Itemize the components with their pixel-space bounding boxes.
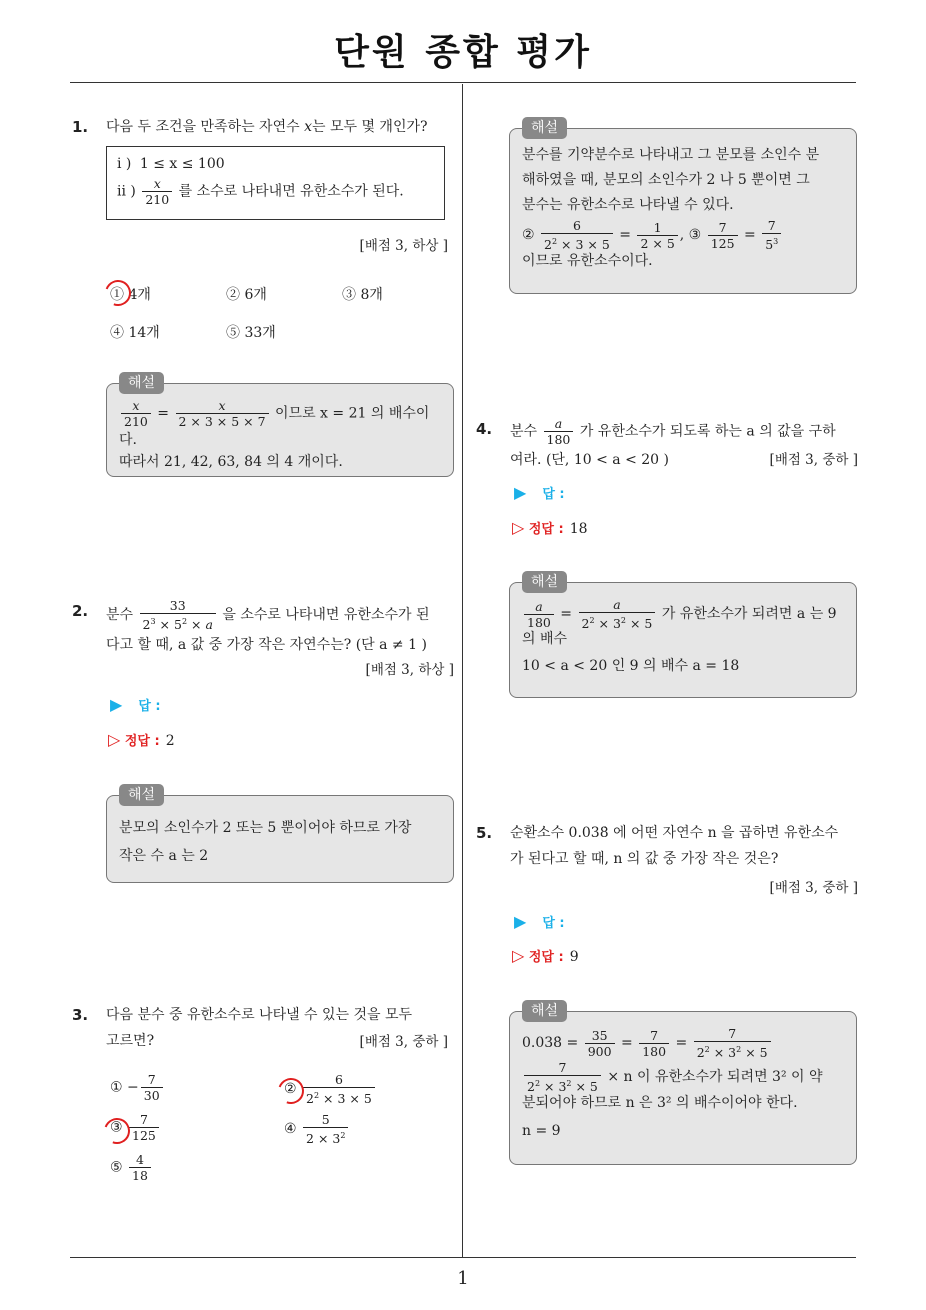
q3-expl-l1: 분수를 기약분수로 나타내고 그 분모를 소인수 분 [522, 147, 820, 163]
q2-number: 2. [72, 602, 89, 620]
q3-explanation-tag: 해설 [522, 117, 567, 139]
q1-number: 1. [72, 118, 89, 136]
q1-cond1-label: i ) [117, 156, 132, 172]
q1-choice-4[interactable] [110, 322, 160, 342]
q4-t2: 가 유한소수가 되도록 하는 a 의 값을 구하 [579, 423, 836, 440]
q5-key-value: 9 [569, 949, 579, 965]
play-icon: ▶ [514, 483, 527, 502]
q1-answer-mark [101, 276, 136, 311]
q3-t1: 다음 분수 중 유한소수로 나타낼 수 있는 것을 모두 [106, 1007, 413, 1023]
q1-cond2-fraction [142, 176, 172, 207]
q1-cond2-den: 210 [142, 191, 172, 207]
q1-cond2-label: ii ) [117, 183, 136, 200]
q2-t3: 다고 할 때, a 값 중 가장 작은 자연수는? (단 a ≠ 1 ) [106, 637, 427, 653]
q4-answer-row[interactable] [514, 483, 565, 502]
q4-frac-num: a [554, 416, 563, 431]
q3-choice-1-frac-num: 7 [147, 1072, 156, 1087]
q1-choice-1-text: 4개 [128, 287, 151, 303]
q1-choice-1-num: ① [110, 287, 124, 303]
q2-explanation [106, 787, 454, 883]
q2-frac-num: 33 [169, 598, 186, 613]
q2-t1: 분수 [106, 607, 134, 623]
q2-explanation-tag: 해설 [119, 784, 164, 806]
q5-explanation-tag: 해설 [522, 1000, 567, 1022]
q1-choice-3[interactable] [342, 284, 383, 304]
q1-choice-4-num: ④ [110, 325, 124, 341]
q3-t2: 고르면? [106, 1033, 155, 1049]
q5-meta: [배점 3, 중하 ] [769, 880, 858, 896]
q1-choice-5[interactable] [226, 322, 276, 342]
play-icon: ▶ [514, 912, 527, 931]
q2-text [106, 598, 456, 658]
q2-expl-l1: 분모의 소인수가 2 또는 5 뿐이어야 하므로 가장 [119, 820, 412, 836]
q5-expl-l1: 0.038̇ = $\frac{35}{900}$ = $\frac{7}{180}$ = $\frac{7}{2^2 \times 3^2 \times 5}$ [522, 1026, 844, 1060]
q3-expl-l3: 분수는 유한소수로 나타낼 수 있다. [522, 197, 734, 213]
q2-answer-row[interactable] [110, 695, 161, 714]
q4-meta: [배점 3, 중하 ] [769, 452, 858, 468]
page-title: 단원 종합 평가 [334, 32, 592, 73]
q3-expl-l2: 해하였을 때, 분모의 소인수가 2 나 5 뿐이면 그 [522, 172, 810, 188]
q5-text [510, 820, 860, 872]
q1-expl-l1-text: 이므로 x = 21 의 배수이다. [119, 405, 430, 448]
q3-choice-1-frac-den: 30 [141, 1087, 163, 1103]
q3-choice-5-frac-num: 4 [135, 1152, 144, 1167]
q4-expl-l3: 10 < a < 20 인 9 의 배수 a = 18 [522, 658, 740, 674]
q3-choice-4-num: ④ [284, 1121, 297, 1137]
q3-choice-4-frac-num: 5 [321, 1112, 330, 1127]
q3-expl-l5: 이므로 유한소수이다. [522, 253, 653, 269]
q1-choice-2[interactable] [226, 284, 267, 304]
q4-fraction [544, 416, 574, 447]
q5-key-row [512, 946, 579, 965]
q1-expl-l2: 따라서 21, 42, 63, 84 의 4 개이다. [119, 454, 343, 470]
q1-text [106, 114, 428, 140]
q1-explanation [106, 375, 454, 477]
q3-explanation [509, 120, 857, 294]
q3-choice-3-frac-den: 125 [129, 1127, 159, 1143]
q3-choice-4[interactable]: ④ $\frac{5}{2 \times 3^2}$ [284, 1112, 350, 1146]
q3-choice-3-num: ③ [110, 1119, 123, 1136]
q4-key-label: 정답 : [528, 522, 564, 537]
q5-t1: 순환소수 0.038̇ 에 어떤 자연수 n 을 곱하면 유한소수 [510, 825, 839, 841]
q1-text-a: 다음 두 조건을 만족하는 자연수 [106, 119, 300, 135]
q3-choice-2-num: ② [284, 1081, 297, 1097]
q1-choice-3-text: 8개 [360, 287, 383, 303]
q3-choice-5-frac-den: 18 [129, 1167, 151, 1183]
q1-cond2-num: x [153, 176, 161, 191]
q4-t3: 여라. (단, 10 < a < 20 ) [510, 452, 669, 468]
q2-expl-l2: 작은 수 a 는 2 [119, 848, 209, 864]
q4-answer-label: 답 : [542, 487, 565, 502]
q2-key-label: 정답 : [124, 734, 160, 749]
top-rule [70, 82, 856, 83]
column-divider [462, 84, 463, 1258]
q5-t2: 가 된다고 할 때, n 의 값 중 가장 작은 것은? [510, 851, 779, 867]
q5-number: 5. [476, 824, 493, 842]
q4-number: 4. [476, 420, 493, 438]
q3-choice-5[interactable] [110, 1152, 153, 1183]
triangle-outline-icon: ▷ [512, 946, 525, 965]
page-number: 1 [457, 1268, 469, 1289]
q4-key-row [512, 518, 588, 537]
triangle-outline-icon: ▷ [108, 730, 121, 749]
play-icon: ▶ [110, 695, 123, 714]
q4-t1: 분수 [510, 423, 538, 440]
q2-fraction: $\frac{33}{2^3 \times 5^2 \times a}$ [140, 598, 216, 632]
q1-choice-2-text: 6개 [244, 287, 267, 303]
q5-explanation [509, 1003, 857, 1165]
q1-text-b: 는 모두 몇 개인가? [311, 119, 428, 135]
q4-expl-l2: 의 배수 [522, 631, 568, 647]
q3-number: 3. [72, 1006, 89, 1024]
q5-expl-l3: 분되어야 하므로 n 은 3² 의 배수이어야 한다. [522, 1095, 798, 1111]
q4-explanation-tag: 해설 [522, 571, 567, 593]
q1-cond2-text: 를 소수로 나타내면 유한소수가 된다. [178, 183, 404, 200]
q1-choice-2-num: ② [226, 287, 240, 303]
q5-expl-l2: $\frac{7}{2^2 \times 3^2 \times 5}$ × n 이 유한소수가 되려면 3² 이 약 [522, 1060, 844, 1094]
q3-choice-2[interactable]: ② $\frac{6}{2^2 \times 3 \times 5}$ [284, 1072, 377, 1106]
q5-expl-l2-text: × n 이 유한소수가 되려면 3² 이 약 [607, 1069, 823, 1085]
q3-expl-l4: ② $\frac{6}{2^2 \times 3 \times 5}$ = $\frac{1}{2 \times 5}$ , ③ $\frac{7}{125}$ = $\frac{7}{5^3}$ [522, 218, 844, 252]
q2-key-row [108, 730, 175, 749]
q1-var: x [304, 119, 312, 135]
bottom-rule [70, 1257, 856, 1258]
q3-choice-1-sign: − [127, 1079, 139, 1096]
q2-answer-label: 답 : [138, 699, 161, 714]
q5-answer-label: 답 : [542, 916, 565, 931]
q3-choice-5-num: ⑤ [110, 1159, 123, 1176]
q1-meta: [배점 3, 하상 ] [359, 238, 448, 254]
q1-choice-4-text: 14개 [128, 325, 160, 341]
q5-expl-l4: n = 9 [522, 1123, 561, 1139]
q3-choice-2-frac-num: 6 [334, 1072, 343, 1087]
q3-meta: [배점 3, 중하 ] [359, 1034, 448, 1050]
q1-choice-5-text: 33개 [244, 325, 276, 341]
q3-choice-1[interactable] [110, 1072, 165, 1103]
triangle-outline-icon: ▷ [512, 518, 525, 537]
q2-meta: [배점 3, 하상 ] [365, 662, 454, 678]
q4-key-value: 18 [569, 521, 588, 537]
q3-choice-3-frac-num: 7 [139, 1112, 148, 1127]
q5-answer-row[interactable] [514, 912, 565, 931]
q2-t2: 을 소수로 나타내면 유한소수가 된 [222, 607, 430, 623]
q1-condition-box [106, 146, 445, 220]
q1-choice-3-num: ③ [342, 287, 356, 303]
q1-explanation-tag: 해설 [119, 372, 164, 394]
q4-expl-l1: $\frac{a}{180}$ = $\frac{a}{2^2 \times 3^2 \times 5}$ 가 유한소수가 되려면 a 는 9 [522, 597, 844, 631]
q5-key-label: 정답 : [528, 950, 564, 965]
q4-expl-l1-text: 가 유한소수가 되려면 a 는 9 [661, 606, 837, 622]
q1-cond1: 1 ≤ x ≤ 100 [139, 156, 225, 172]
q1-expl-line1: $\frac{x}{210}$ = $\frac{x}{2 \times 3 \times 5 \times 7}$ 이므로 x = 21 의 배수이다. [119, 398, 430, 448]
q4-frac-den: 180 [544, 431, 574, 447]
q4-explanation [509, 574, 857, 698]
q1-choice-5-num: ⑤ [226, 325, 240, 341]
q3-choice-1-num: ① [110, 1079, 123, 1096]
q2-key-value: 2 [165, 733, 175, 749]
